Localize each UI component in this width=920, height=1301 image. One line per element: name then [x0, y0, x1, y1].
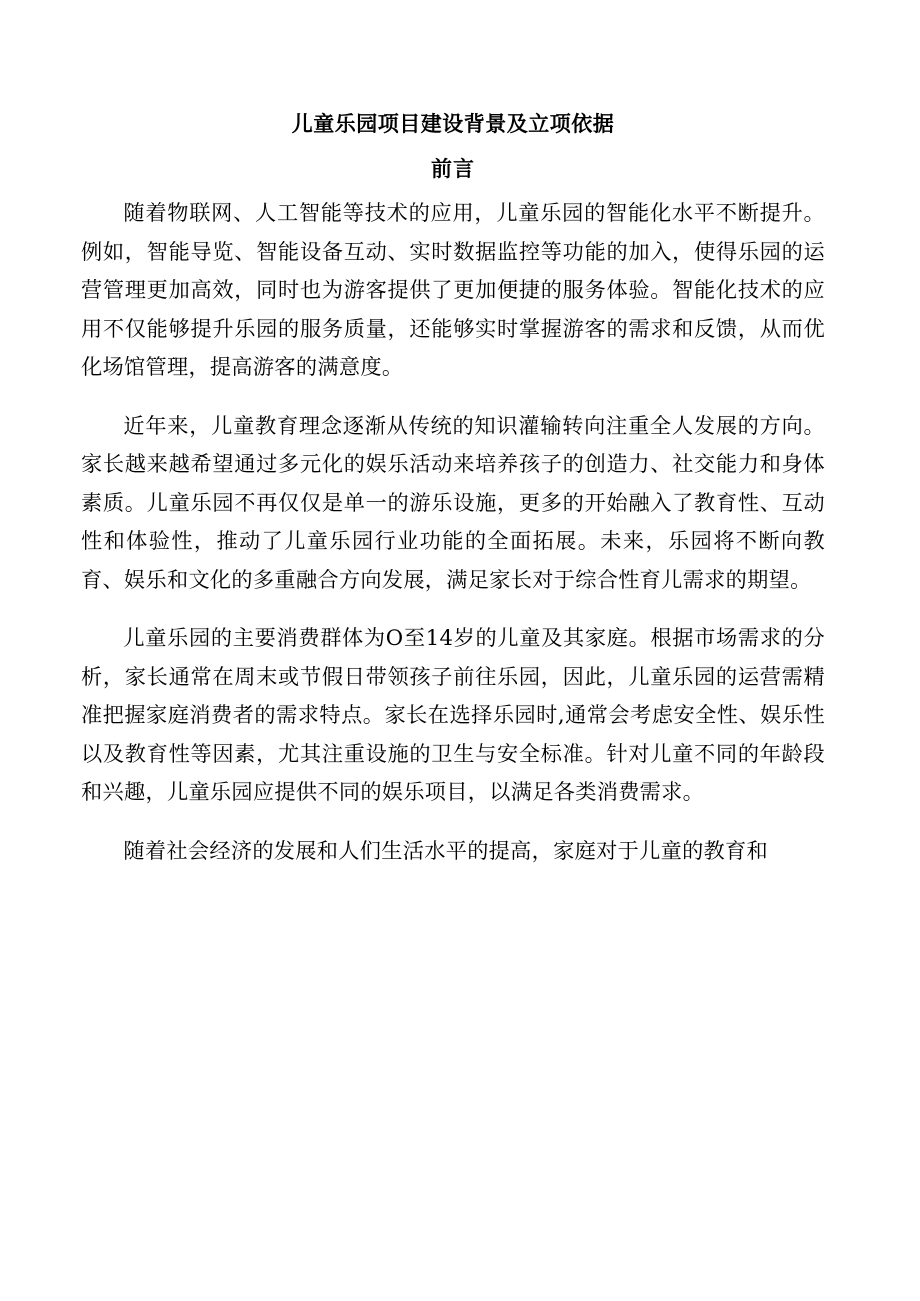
document-body [81, 194, 825, 870]
paragraph-4: 随着社会经济的发展和人们生活水平的提高，家庭对于儿童的教育和 [123, 837, 769, 863]
section-heading: 前言 [431, 156, 475, 181]
paragraph-1: 随着物联网、人工智能等技术的应用，儿童乐园的智能化水平不断提升。例如，智能导览、智能设备互动、实时数据监控等功能的加入，使得乐园的运营管理更加高效，同时也为游客提供了更加便捷的服务体验。智能化技术的应用不仅能够提升乐园的服务质量，还能够实时掌握游客的需求和反馈，从而优化场馆管理，提高游客的满意度。 [81, 200, 825, 379]
paragraph-2: 近年来，儿童教育理念逐渐从传统的知识灌输转向注重全人发展的方向。家长越来越希望通过多元化的娱乐活动来培养孩子的创造力、社交能力和身体素质。儿童乐园不再仅仅是单一的游乐设施，更多的开始融入了教育性、互动性和体验性，推动了儿童乐园行业功能的全面拓展。未来，乐园将不断向教育、娱乐和文化的多重融合方向发展，满足家长对于综合性育儿需求的期望。 [81, 412, 825, 592]
paragraph-3: 儿童乐园的主要消费群体为O至14岁的儿童及其家庭。根据市场需求的分析，家长通常在周末或节假日带领孩子前往乐园，因此，儿童乐园的运营需精准把握家庭消费者的需求特点。家长在选择乐园时,通常会考虑安全性、娱乐性以及教育性等因素，尤其注重设施的卫生与安全标准。针对儿童不同的年龄段和兴趣，儿童乐园应提供不同的娱乐项目，以满足各类消费需求。 [81, 625, 825, 804]
document-title: 儿童乐园项目建设背景及立项依据 [291, 111, 615, 136]
